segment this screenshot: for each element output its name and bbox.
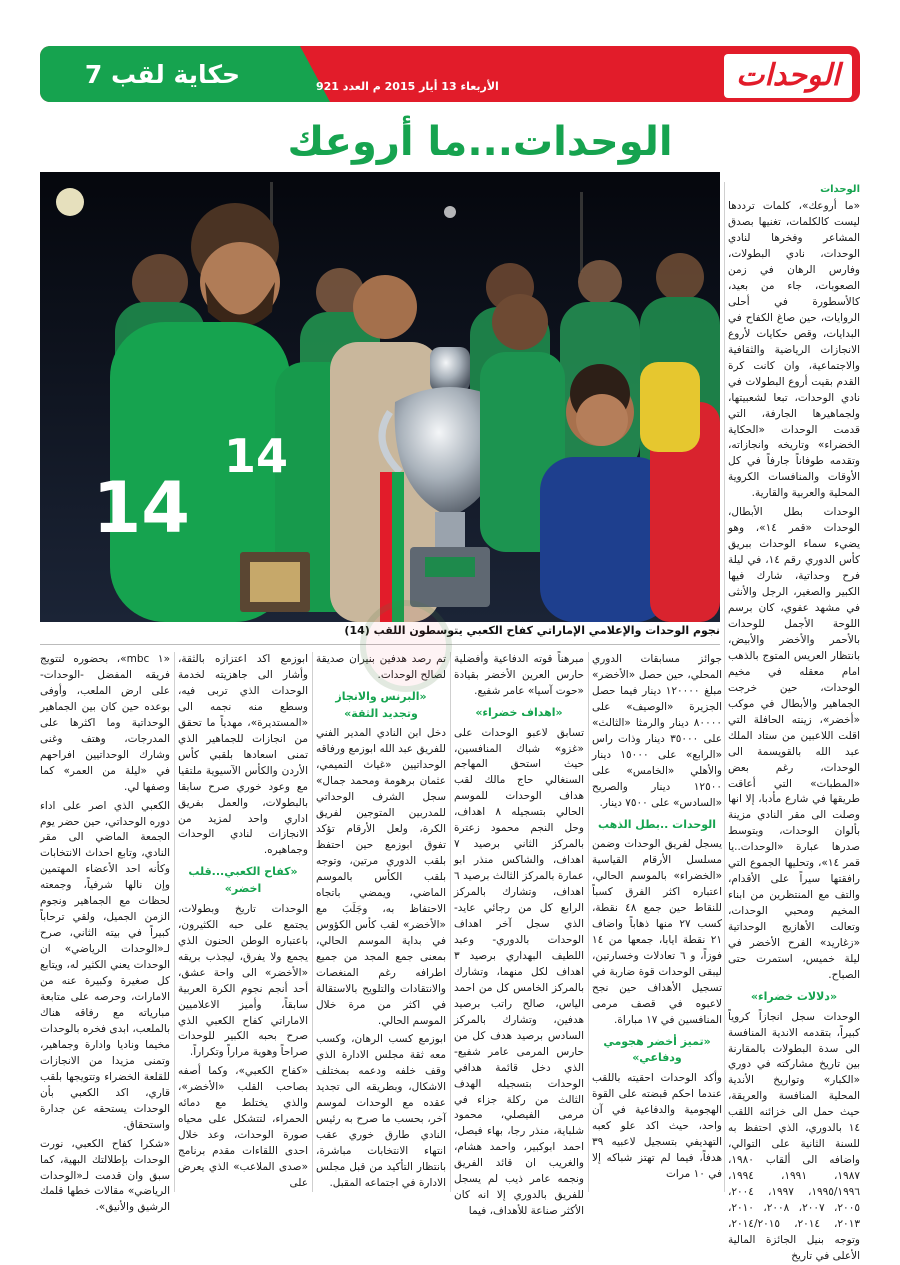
paragraph: الوحدات تاريخ وبطولات، يجتمع على حبه الكثيرون، باعتباره الوطن الحنون الذي يجمع ولا يفرق، ليجذب بريقه «الأخضر» الى واحة عشق، أحد أنجم نجوم الكرة العربية سابقاً، وأميز الاعلاميين الاماراتي كفاح الكعبي الذي صرح بحبه الكبير للوحدات صراحاً وهوية مراراً وتكراراً. <box>178 902 308 1059</box>
subheading: «البرنس والانجاز وتجديد الثقة» <box>335 689 427 720</box>
paragraph: مبرهناً قوته الدفاعية وأفضلية حارس العرين الأخضر بقيادة «حوت آسيا» عامر شفيع. <box>454 653 584 697</box>
photo-caption: نجوم الوحدات والإعلامي الإماراتي كفاح الكعبي يتوسطون اللقب (14) <box>344 624 720 637</box>
article-column-right <box>728 182 861 1262</box>
article-column-2 <box>454 652 584 1218</box>
paragraph: «١ mbc»، بحضوره لتتويج فريقه المفضل -الوحدات- على ارض الملعب، وأوفى بوعده حين كان بين الجماهير الوحداتية وما اكثرها على المدرجات، وهتف وغنى وشارك الوحداتيين افراحهم في «ليلة من العمر» كما وصفها لي. <box>40 653 170 793</box>
issue-date-line: الأربعاء 13 أيار 2015 م العدد 921 <box>316 80 499 93</box>
page-headline: الوحدات...ما أروعك <box>287 119 673 165</box>
paragraph: جوائز مسابقات الدوري المحلي، حين حصل «الأخضر» مبلغ ١٢٠٠٠٠ دينار فيما حصل الجزيرة «الوصيف» على ٨٠٠٠٠ دينار والرمثا «الثالث» على ٣٥٠٠٠ دينار وذات راس «الرابع» على ١٥٠٠٠ دينار والأهلي «الخامس» على ١٢٥٠٠ دينار والصريح «السادس» على ٧٥٠٠ دينار. <box>592 653 723 809</box>
article-column-1 <box>592 652 722 1192</box>
column-divider <box>174 652 175 1192</box>
subheading: «اهداف خضراء» <box>475 705 563 719</box>
paragraph: دخل ابن النادي المدير الفني للفريق عبد الله ابوزمع ورفاقه الوحداتيين «غياث التميمي، عثمان برهومة ومحمد جمال» سجل الشرف الوحداتي للمدربين المتوجين لفريق الكرة، ولعل الأرقام تؤكد تفوق ابوزمع حين احتفظ بلقب الدوري مرتين، وتوجه بلقب الكأس بالموسم الماضي، ويمضي باتجاه الاحتفاظ به، وجَلَبَ مع «الأخضر» لقب كأس الكؤوس في بداية الموسم الحالي، بمعنى جمع المجد من جميع اطرافه رغم المنغصات والانتقادات والتلويح بالاستقالة في اكثر من مرة خلال الموسم الحالي. <box>316 727 446 1027</box>
paragraph: «شكرا كفاح الكعبي، نورت الوحدات بإطلالتك البهية، كما سبق وان قدمت لـ«الوحدات الرياضي» مقالات خطها قلمك الرشيق والأنيق». <box>40 1137 170 1214</box>
subheading: «تميز أخضر هجومي ودفاعي» <box>603 1034 711 1065</box>
paragraph: يسجل لفريق الوحدات وضمن مسلسل الأرقام القياسية «الخضراء» بالموسم الحالي، اعتباره اكثر الفرق كسباً للنقاط حين جمع ٤٨ نقطة، كسب ٢٧ منها ذهاباً واضاف ٢١ نقطة ايابا، جمعها من ١٤ فوزاً، و ٦ تعادلات وخسارتين، ليبقى الوحدات قوة ضاربة في تسجيل الأهداف حين نجح لاعبوه في قصف مرمى المنافسين في ١٧ مباراة. <box>592 838 723 1026</box>
column-divider <box>450 652 451 1192</box>
column-divider <box>588 652 589 1192</box>
section-title: حكاية لقب 7 <box>84 60 240 89</box>
article-column-5 <box>40 652 170 1214</box>
paragraph: ابوزمع اكد اعتزازه بالثقة، وأشار الى جاهزيته لخدمة الوحدات الذي تربى فيه، وسطع منه نجمه الى «المستديرة»، مهدياً ما تحقق من انجازات للجماهير الذي تمنى اسعادها بلقبي كأس الأردن والكأس الآسيوية ملتقيا مع وعود خوري صرح سابقا بالبطولات، والعمل بفريق اداري واحد لمزيد من الانجازات لنادي الوحدات وجماهيره. <box>178 653 308 857</box>
svg-text:14: 14 <box>92 467 190 549</box>
paragraph: «كفاح الكعبي»، وكما أصفه بصاحب القلب «الأخضر»، والذي يختلط مع دمائه الحمراء، لتتشكل على محياه صورة الوحدات، وعد خلال احدى اللقاءات مقدم برنامج «صدى الملاعب» الذي يعرض على <box>178 1065 308 1190</box>
masthead-logo: الوحدات <box>724 54 852 98</box>
team-trophy-photo <box>40 172 720 622</box>
subheading: «كفاح الكعبي...قلب اخضر» <box>188 865 298 896</box>
paragraph: تسابق لاعبو الوحدات على «غزو» شباك المنافسين، حيث استحق المهاجم السنغالي حاج مالك لقب هداف الوحدات للموسم الحالي بتسجيله ٨ اهداف، وحل النجم محمود زعترة بالمركز الثاني برصيد ٧ اهداف، والشاكس منذر ابو عمارة بالمركز الثالث برصيد ٦ اهداف، وتشارك بالمركز الرابع كل من رجائي عايد-الذي سجل آخر اهداف الوحدات بالدوري- وعبد اللطيف البهداري برصيد ٣ اهداف لكل منهما، وتشارك بالمركز الخامس كل من احمد الياس، صالح راتب برصيد هدفين، وتشارك بالمركز السادس برصيد هدف كل من حارس المرمى عامر شفيع-الذي دخل قائمة هدافي الوحدات بتسجيله الهدف الثالث من ركلة جزاء في مرمى الفيصلي، محمود شلباية، منذر رجا، بهاء فيصل، احمد ابوكبير، واحمد هشام، والغريب ان قائد الفريق ونجمه عامر ذيب لم يسجل للفريق بالدوري إلا انه كان الأكثر صناعة للأهداف، فيما <box>454 726 584 1218</box>
paragraph: الوحدات بطل الأبطال، الوحدات «قمر ١٤»، وهو يضيء سماء الوحدات ببريق كأس الدوري رقم ١٤، في ليلة فرح وحداتية، شارك فيها الكبير والصغير، الرجل والأنثى في مشهد عفوي، كان برسم اللوحة الأجمل للوحدات بالأحمر والأخضر والأبيض، بانتظار العريس المتوج بالذهب امام معقله في مخيم الوحدات، حين خرجت الجماهير والأبطال في موكب «أخضر»، زينته الحافلة التي اقلت اللاعبين من ستاد الملك عبد الله بالقويسمة الى الوحدات، رغم بعض «المطبات» التي أعاقت طريقها في شارع مأدبا، إلا انها وصلت الى مقر النادي مزينة بألوان الوحدات، وبتوسط صدرها عبارة «الوحدات..يا قمر ١٤»، وتحليها الجموع التي رافقتها سيراً على الأقدام، والتف مع المنتظرين من ابناء المخيم ومحبي الوحدات، وتعالت الأهازيج الوحداتية «زغاريد» الفرح الأخضر في ليلة خميس، استمرت حتى الصباح. <box>728 506 861 981</box>
paragraph: الوحدات سجل انجازاً كروياً كبيراً، بتقدمه الاندية المنافسة الى سدة البطولات بالمقارنة بين تاريخ مشاركته في دوري «الكبار» وتواريخ الأندية المحلية المنافسة والعريقة، حيث حمل الى خزائنه اللقب ١٤ بالدوري، الذي احتفظ به للسنة الثانية على التوالي، واضافه الى ألقاب ١٩٨٠، ١٩٨٧، ١٩٩١، ١٩٩٤، ١٩٩٥/١٩٩٦، ١٩٩٧، ٢٠٠٤، ٢٠٠٥، ٢٠٠٧، ٢٠٠٨، ٢٠١٠، ٢٠١٣، ٢٠١٤، ٢٠١٤/٢٠١٥، وتوجه بنيل الجائزة المالية الأعلى في تاريخ <box>728 1010 860 1262</box>
subheading: الوحدات ..بطل الذهب <box>597 817 717 831</box>
article-column-4 <box>178 652 308 1192</box>
club-crest-watermark <box>360 600 452 692</box>
article-column-3 <box>316 652 446 1192</box>
paragraph: الكعبي الذي اصر على اداء دوره الوحداتي، حين حضر يوم الجمعة الماضي الى مقر النادي، وتابع احداث الانتخابات وكأنه احد الأعضاء المهتمين وإن نالها شرفياً، وجمعته لحظات مع الجماهير ونجوم الزمن الجميل، ولقي ترحاباً كبيراً في بيته الثاني، صرح لـ«الوحدات الرياضي» ان الوحدات يعني الكثير له، ويتابع كل صغيرة وكبيرة عنه من الامارات، وحرصه على متابعة مبارياته مع رفاقه هناك بالملعب، ابدى فخره بالوحدات مخيما وناديا وادارة وجماهير، وتمنى مزيدا من الانجازات للقلعة الخضراء وتتويجها بلقب قاري، اكد الكعبي بأن الوحدات يستحقه عن جدارة واستحقاق. <box>40 799 170 1131</box>
paragraph: وأكد الوحدات احقيته باللقب عندما احكم قبضته على القوة الهجومية والدفاعية في آن واحد، حيث اكد علو كعبه التهديفي بتسجيل لاعبيه ٣٩ هدفاً، فيما لم تهتز شباكه إلا في ١٠ مرات <box>592 1072 722 1180</box>
photo-illustration <box>40 172 720 622</box>
subheading: «دلالات خضراء» <box>750 989 838 1003</box>
article-kicker: الوحدات <box>820 184 860 195</box>
paragraph: ابوزمع كسب الرهان، وكسب معه ثقة مجلس الادارة الذي وقف خلفه ودعمه بمختلف الاشكال، وبطريقه الى تجديد عقده مع الوحدات لموسم آخر، بحسب ما صرح به رئيس النادي طارق خوري عقب انتهاء الانتخابات مباشرة، بانتظار التأكيد من قبل مجلس الادارة في اجتماعه المقبل. <box>316 1033 446 1190</box>
svg-text:14: 14 <box>223 429 288 483</box>
paragraph: «ما أروعك»، كلمات ترددها ليست كالكلمات، تغنيها بصدق المشاعر وفخرها لنادي الوحدات، نادي البطولات، وفارس الرهان في زمن الصعوبات، جاء من بعيد، كالأسطورة في أحلى الروايات، حين صاغ الكفاح في البدايات، وقص حكايات لأروع الانجازات الرياضية والثقافية والاجتماعية، وان كانت كرة القدم بقيت أروع البطولات في نادي الوحدات، تبعا لشعبيتها، ولجماهيرها الجارفة، التي قدمت الوحدات «الحكاية الخضراء» وتاريخه وانجازاته، وتقدمه طوفاناً جارفاً في كل الأوقات والمنافسات الكروية المحلية والعربية والقارية. <box>728 200 860 500</box>
paragraph: تم رصد هدفين بنيران صديقة لصالح الوحدات. <box>316 653 446 681</box>
column-divider <box>724 182 725 1192</box>
column-divider <box>312 652 313 1192</box>
